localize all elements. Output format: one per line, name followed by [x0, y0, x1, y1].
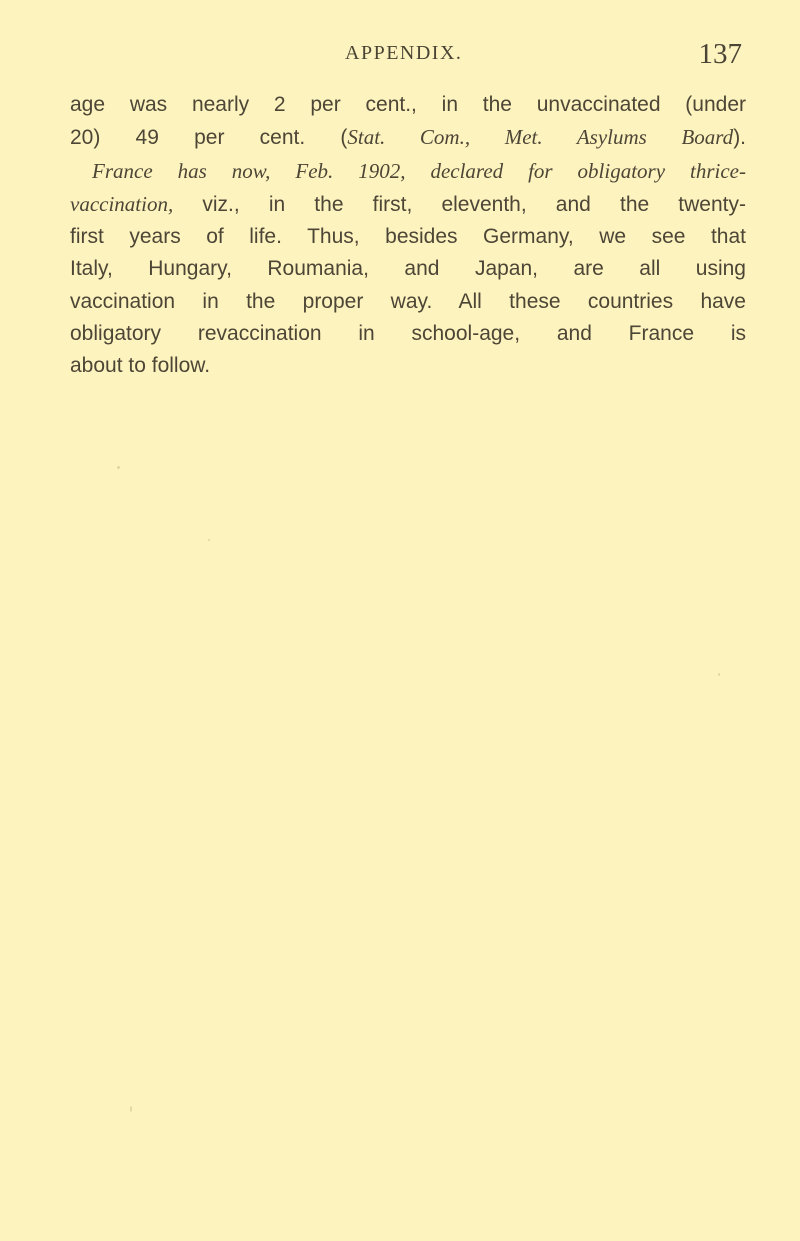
body-paragraphs	[70, 89, 746, 383]
text-line	[70, 188, 746, 221]
text-line: about to follow.	[70, 354, 211, 378]
paper-speck	[718, 673, 720, 676]
text-segment: viz., in the first, eleventh, and the twenty-	[173, 192, 746, 216]
text-line: Italy, Hungary, Roumania, and Japan, are all using	[70, 257, 746, 281]
text-line: vaccination in the proper way. All these countries have	[70, 289, 746, 313]
italic-segment: vaccination,	[70, 191, 174, 216]
citation-italic: Stat. Com., Met. Asylums Board	[347, 125, 734, 150]
text-segment: ).	[733, 126, 747, 150]
text-segment: 20) 49 per cent. (	[70, 126, 348, 150]
running-head	[70, 40, 742, 76]
page-number: 137	[698, 38, 742, 70]
text-line	[70, 121, 746, 154]
header-title: APPENDIX.	[345, 42, 463, 64]
paper-speck	[130, 1106, 132, 1112]
paper-speck	[208, 539, 210, 541]
text-line: first years of life. Thus, besides Germany, we see that	[70, 225, 746, 249]
paper-speck	[117, 466, 120, 469]
italic-segment: France has now, Feb. 1902, declared for obligatory thrice-	[92, 158, 746, 183]
text-line: age was nearly 2 per cent., in the unvaccinated (under	[70, 93, 746, 116]
text-line: obligatory revaccination in school-age, and France is	[70, 322, 746, 346]
text-line	[70, 155, 746, 188]
